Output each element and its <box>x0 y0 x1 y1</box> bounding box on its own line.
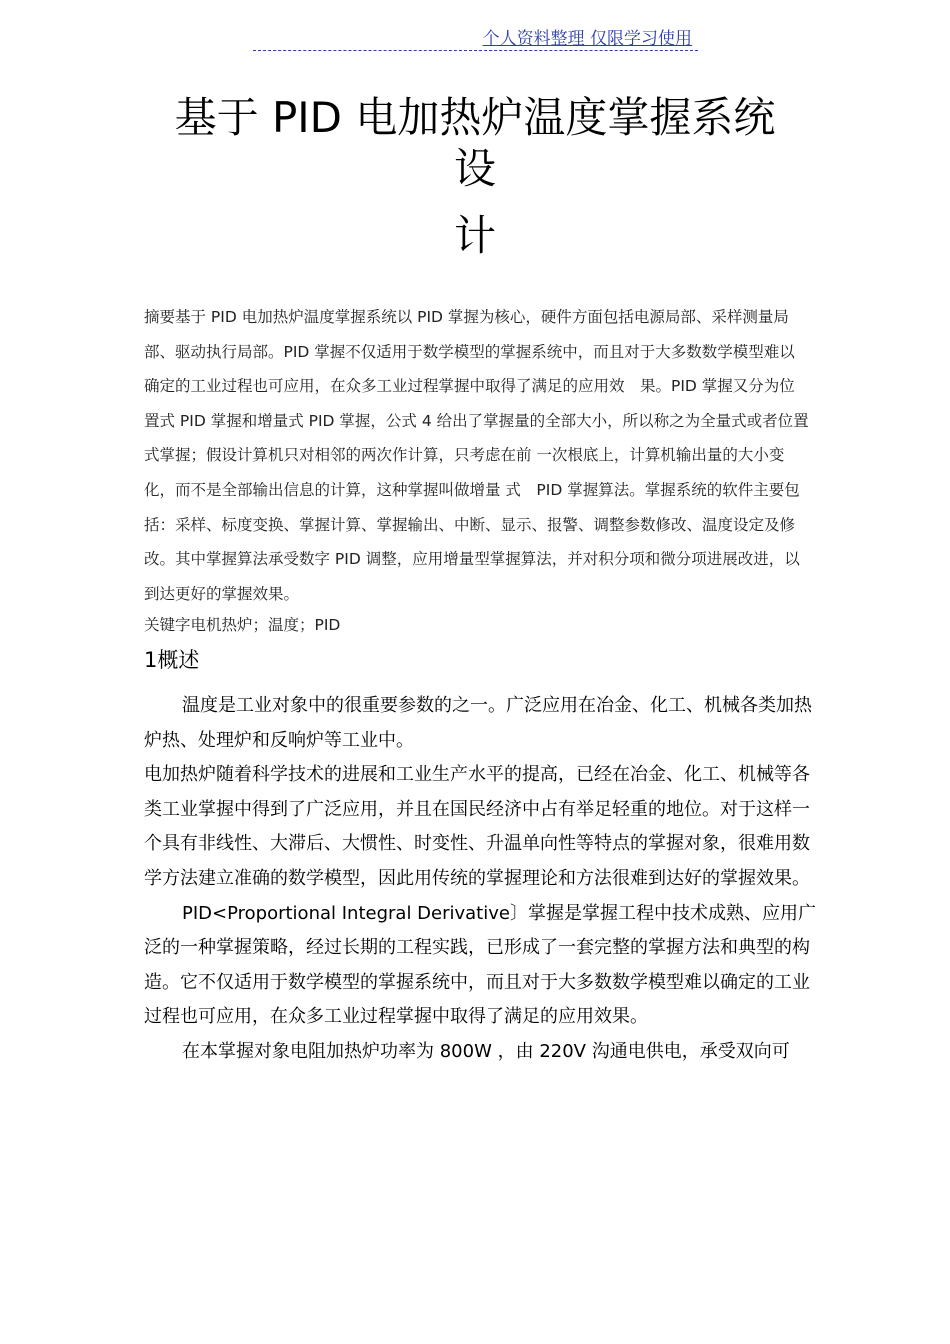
abstract <box>144 300 810 611</box>
title-gap <box>150 194 800 210</box>
header-note <box>253 24 698 51</box>
paragraph: 在本掌握对象电阻加热炉功率为 800W ，由 220V 沟通电供电，承受双向可 <box>182 1040 790 1062</box>
document-title <box>150 92 800 261</box>
title-line-2: 设 <box>453 144 496 193</box>
paragraph: PID<Proportional Integral Derivative〕掌握是掌握工程中技术成熟、应用广泛的一种掌握策略，经过长期的工程实践，已形成了一套完整的掌握方法和典型的构造。它不仅适用于数学模型的掌握系统中，而且对于大多数数学模型难以确定的工业过程也可应用，在众多工业过程掌握中取得了满足的应用效果。 <box>144 902 816 1028</box>
header-note-text: 个人资料整理 仅限学习使用 <box>482 29 692 49</box>
section-heading: 1概述 <box>144 648 200 672</box>
section-body <box>144 689 820 1070</box>
abstract-text: 摘要基于 PID 电加热炉温度掌握系统以 PID 掌握为核心，硬件方面包括电源局部、采样测量局部、驱动执行局部。PID 掌握不仅适用于数学模型的掌握系统中，而且对于大多数数学模型难以确定的工业过程也可应用，在众多工业过程掌握中取得了满足的应用效 果。PID 掌握又分为位置式 PID 掌握和增量式 PID 掌握，公式 4 给出了掌握量的全部大小，所以称之为全量式或者位置式掌握；假设计算机只对相邻的两次作计算，只考虑在前 一次根底上，计算机输出量的大小变化，而不是全部输出信息的计算，这种掌握叫做增量 式 PID 掌握算法。掌握系统的软件主要包括：采样、标度变换、掌握计算、掌握输出、中断、显示、报警、调整参数修改、温度设定及修改。其中掌握算法承受数字 PID 调整，应用增量型掌握算法，并对积分项和微分项进展改进，以到达更好的掌握效果。 <box>144 308 809 603</box>
paragraph: 温度是工业对象中的很重要参数的之一。广泛应用在冶金、化工、机械各类加热炉热、处理炉和反响炉等工业中。 <box>144 695 812 751</box>
title-line-1: 基于 PID 电加热炉温度掌握系统 <box>174 93 776 142</box>
paragraph: 电加热炉随着科学技术的进展和工业生产水平的提高，已经在冶金、化工、机械等各类工业掌握中得到了广泛应用，并且在国民经济中占有举足轻重的地位。对于这样一个具有非线性、大滞后、大惯性、时变性、升温单向性等特点的掌握对象，很难用数学方法建立准确的数学模型，因此用传统的掌握理论和方法很难到达好的掌握效果。 <box>144 764 810 889</box>
keywords: 关键字电机热炉；温度；PID <box>144 616 341 634</box>
title-line-3: 计 <box>453 211 496 260</box>
